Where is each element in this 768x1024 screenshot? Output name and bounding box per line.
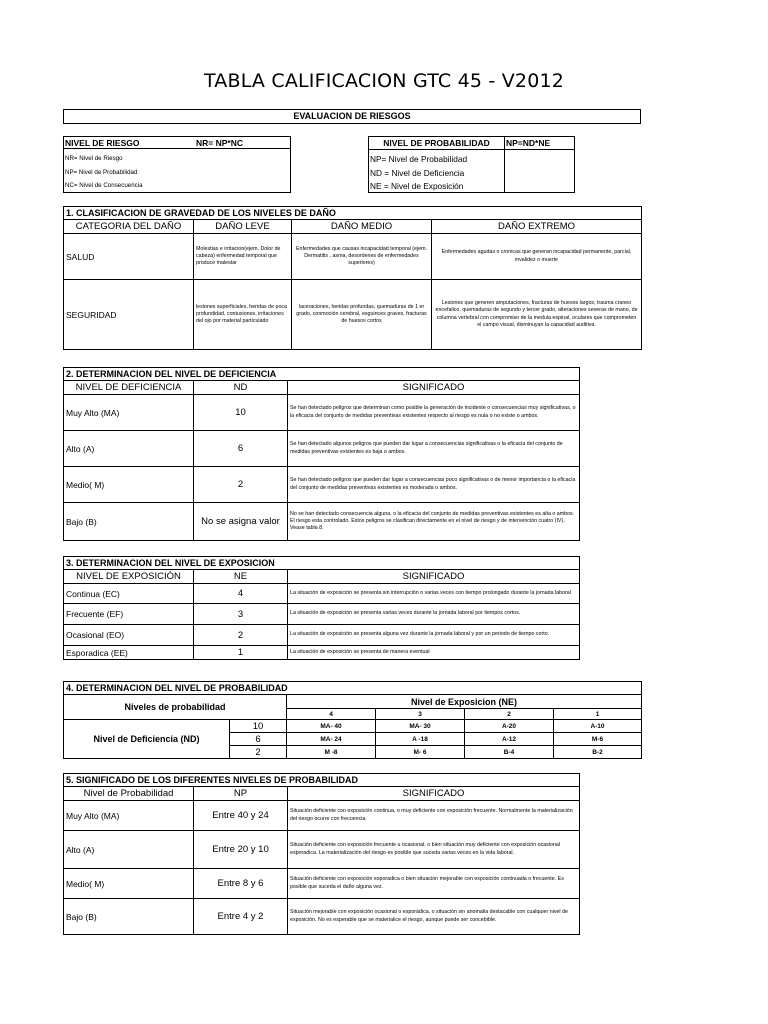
row-label: Alto (A)	[64, 431, 194, 467]
table-row	[64, 646, 580, 660]
nr-line: NR= Nivel de Riesgo	[65, 155, 123, 162]
nc-line: NC= Nivel de Consecuencia	[65, 182, 143, 189]
row-label: Bajo (B)	[64, 503, 194, 541]
table-row	[64, 801, 580, 831]
section-2-title: 2. DETERMINACION DEL NIVEL DE DEFICIENCIA	[64, 368, 580, 381]
nivel-probabilidad-formula: NP=ND*NE	[506, 138, 551, 148]
nd-value: 10	[230, 720, 287, 733]
cell-text: La situación de exposición se presenta alguna vez durante la jornada laboral y por un periodo de tiempo corto.	[288, 625, 580, 646]
col-dano-leve: DAÑO LEVE	[194, 220, 292, 234]
nd-def-line: ND = Nivel de Deficiencia	[370, 168, 465, 178]
table-row	[64, 503, 580, 541]
table-gravedad	[63, 206, 642, 350]
matrix-cell: A -18	[376, 733, 465, 746]
section-5-title: 5. SIGNIFICADO DE LOS DIFERENTES NIVELES DE PROBABILIDAD	[64, 774, 580, 787]
nivel-probabilidad-label: NIVEL DE PROBABILIDAD	[383, 138, 490, 148]
cell-text: Se han detectado algunos peligros que pueden dar lugar a consecuencias significativas o la eficacia del conjunto de medidas preventivas existentes es baja o ambos.	[288, 431, 580, 467]
row-value: Entre 40 y 24	[194, 801, 288, 831]
col-nd: ND	[194, 381, 288, 395]
cell-text: La situación de exposición se presenta de manera eventual	[288, 646, 580, 660]
row-value: Entre 4 y 2	[194, 899, 288, 935]
section-3-title: 3. DETERMINACION DEL NIVEL DE EXPOSICION	[64, 557, 580, 570]
table-probabilidad	[63, 681, 642, 759]
col-significado: SIGNIFICADO	[288, 381, 580, 395]
nd-value: 2	[230, 746, 287, 759]
col-ne: NE	[194, 570, 288, 584]
table-row	[64, 395, 580, 431]
row-label: Bajo (B)	[64, 899, 194, 935]
ne-value: 4	[287, 709, 376, 720]
evaluacion-header: EVALUACION DE RIESGOS	[63, 109, 641, 124]
matrix-cell: MA- 24	[287, 733, 376, 746]
cell-text: Molestias e irritacion(ejem. Dolor de cabeza) enfermedad temporal que produce malestar	[194, 234, 292, 280]
row-label: Muy Alto (MA)	[64, 801, 194, 831]
row-value: No se asigna valor	[194, 503, 288, 541]
row-label: Continua (EC)	[64, 584, 194, 604]
col-dano-extremo: DAÑO EXTREMO	[432, 220, 642, 234]
nivel-exposicion-header: Nivel de Exposicion (NE)	[287, 695, 642, 709]
nivel-probabilidad-box	[368, 136, 575, 193]
section-1-title: 1. CLASIFICACION DE GRAVEDAD DE LOS NIVELES DE DAÑO	[64, 207, 642, 220]
row-value: 3	[194, 604, 288, 625]
table-row	[64, 604, 580, 625]
col-dano-medio: DAÑO MEDIO	[292, 220, 432, 234]
ne-def-line: NE = Nivel de Exposición	[370, 181, 464, 191]
col-significado: SIGNIFICADO	[288, 787, 580, 801]
col-nivel-probabilidad: Nivel de Probabilidad	[64, 787, 194, 801]
cell-text: lesiones superficiales, heridas de poca profundidad, contusiones, irritaciones del ojo por material particulado	[194, 280, 292, 350]
cell-text: laceraciones, heridas profundas, quemaduras de 1 er grado, conmoción cerebral, esguinces graves, fracturas de huesos cortos	[292, 280, 432, 350]
row-label: Esporadica (EE)	[64, 646, 194, 660]
table-significado-probabilidad	[63, 773, 580, 935]
ne-value: 3	[376, 709, 465, 720]
row-value: Entre 20 y 10	[194, 831, 288, 869]
cell-text: Situación mejorable con exposición ocasional o esporádica, o situación sin anomalia destacable con cualquier nivel de exposición. No es esperable que se materialice el riesgo, aunque puede ser concebible.	[288, 899, 580, 935]
cell-text: Lesiones que generen amputaciones, fracturas de huesos largos, trauma craneo encefalico, quemaduras de segundo y tercer grado, alteraciones severas de mano, de columna vertebral con compromiso de la medula espinal, oculares que comprometen el campo visual, disminuyan la capacidad auditiva.	[432, 280, 642, 350]
row-label: Ocasional (EO)	[64, 625, 194, 646]
col-np: NP	[194, 787, 288, 801]
table-row	[64, 869, 580, 899]
table-row	[64, 584, 580, 604]
row-label: Medio( M)	[64, 869, 194, 899]
cell-text: Situación deficiente con exposición esporadica o bien situación mejorable con exposición continuada o frecuente. Es posible que suceda el daño alguna vez.	[288, 869, 580, 899]
matrix-cell: A-20	[465, 720, 554, 733]
col-significado: SIGNIFICADO	[288, 570, 580, 584]
row-value: 6	[194, 431, 288, 467]
row-value: Entre 8 y 6	[194, 869, 288, 899]
matrix-cell: MA- 30	[376, 720, 465, 733]
matrix-cell: MA- 40	[287, 720, 376, 733]
ne-value: 2	[465, 709, 554, 720]
cell-text: Situación deficiente con exposición frecuente u ocasional, o bien situación muy deficiente con exposición ocasional esporadica. La materialización del riesgo es posible que suceda varias veces en la vida laboral.	[288, 831, 580, 869]
row-value: 4	[194, 584, 288, 604]
matrix-cell: B-2	[554, 746, 642, 759]
table-row	[64, 831, 580, 869]
section-4-title: 4. DETERMINACION DEL NIVEL DE PROBABILIDAD	[64, 682, 642, 695]
row-label: Medio( M)	[64, 467, 194, 503]
nivel-riesgo-label: NIVEL DE RIESGO	[65, 138, 140, 148]
np-def-line: NP= Nivel de Probabilidad	[370, 154, 468, 164]
row-label: SEGURIDAD	[64, 280, 194, 350]
row-label: SALUD	[64, 234, 194, 280]
nivel-riesgo-formula: NR= NP*NC	[196, 138, 243, 148]
table-row	[64, 625, 580, 646]
table-row	[64, 899, 580, 935]
table-row	[64, 720, 642, 733]
col-nivel-exposicion: NIVEL DE EXPOSICIÓN	[64, 570, 194, 584]
row-value: 2	[194, 467, 288, 503]
row-label: Frecuente (EF)	[64, 604, 194, 625]
nd-value: 6	[230, 733, 287, 746]
cell-text: Enfermedades agudas o cronicas que generan incapacidad permanente, parcial, invalidez o muerte	[432, 234, 642, 280]
matrix-cell: B-4	[465, 746, 554, 759]
cell-text: Se han detectado peligros que pueden dar lugar a consecuencias poco significativas o de menor importancia o la eficacia del conjunto de medidas preventivas existentes es moderada o ambos.	[288, 467, 580, 503]
matrix-cell: A-10	[554, 720, 642, 733]
table-row	[64, 431, 580, 467]
np-line: NP= Nivel de Probabilidad	[65, 169, 138, 176]
table-row	[64, 234, 642, 280]
matrix-cell: A-12	[465, 733, 554, 746]
matrix-cell: M- 6	[376, 746, 465, 759]
matrix-cell: M -8	[287, 746, 376, 759]
cell-text: La situación de exposición se presenta varias veces durante la jornada laboral por tiempos cortos.	[288, 604, 580, 625]
ne-value: 1	[554, 709, 642, 720]
row-value: 2	[194, 625, 288, 646]
matrix-cell: M-6	[554, 733, 642, 746]
cell-text: No se han detectado consecuencia alguna, o la eficacia del conjunto de medidas preventivas existentes es alta o ambos. El riesgo esta controlado. Estos peligros se clasifican directamente en el nivel de riesgo y de intervención cuatro (IV). Vease tabla 8.	[288, 503, 580, 541]
table-row	[64, 467, 580, 503]
col-categoria: CATEGORIA DEL DAÑO	[64, 220, 194, 234]
cell-text: Situación deficiente con exposición continua, o muy deficiente con exposición frecuente. Normalmente la materialización del riesgo ocurre con frecuencia.	[288, 801, 580, 831]
cell-text: La situación de exposición se presenta sin interrupción o varias veces con tiempo prolongado durante la jornada laboral	[288, 584, 580, 604]
cell-text: Se han detectado peligros que determinan como posible la generación de incidente o consecuencias muy significativas, o la eficacia del conjunto de medidas preventivas existentes respecto al riesgo es nula o no existe o ambos.	[288, 395, 580, 431]
row-label: Alto (A)	[64, 831, 194, 869]
table-exposicion	[63, 556, 580, 660]
cell-text: Enfermedades que causas incapacidad temporal (ejem. Dermatitis , asma, desordenes de enfermedades superiores)	[292, 234, 432, 280]
row-label: Muy Alto (MA)	[64, 395, 194, 431]
row-value: 10	[194, 395, 288, 431]
row-value: 1	[194, 646, 288, 660]
page-title: TABLA CALIFICACION GTC 45 - V2012	[203, 70, 565, 92]
nivel-riesgo-box	[63, 136, 291, 193]
table-deficiencia	[63, 367, 580, 541]
nivel-deficiencia-label: Nivel de Deficiencia (ND)	[64, 720, 230, 759]
table-row	[64, 280, 642, 350]
niveles-probabilidad-label: Niveles de probabilidad	[64, 695, 287, 720]
col-nivel-deficiencia: NIVEL DE DEFICIENCIA	[64, 381, 194, 395]
